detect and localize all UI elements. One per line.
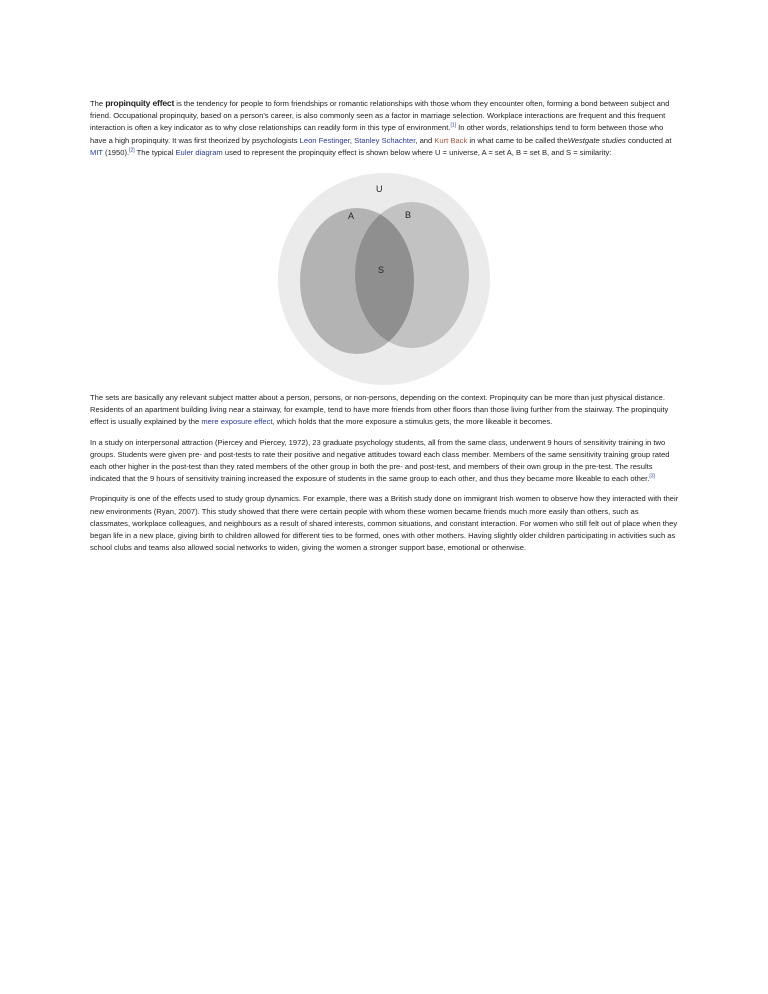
intro-text-1: is the tendency for people to form friendships or romantic relationships with those whom they encounter often, forming a bond between subject and friend. Occupational propinquity, based on a person's career, is also commonly seen as a factor in marriage selection. Workplace interactions are frequent and this frequent interaction is often a key indicator as to why close relationships can readily form in this type of environment. [90,99,670,133]
intro-text-3: , [349,135,355,145]
intro-text-7: (1950). [102,147,130,157]
study-text: In a study on interpersonal attraction (Piercey and Piercey, 1972), 23 graduate psychology students, all from the same class, underwent 9 hours of sensitivity training in two groups. Students were given pre- and post-tests to rate their positive and negative attitudes toward each class member. Members of the same sensitivity training group rated each other higher in the post-test than they rated members of the other group in both the pre- and post-test, and members of their own group in the pre-test. The results indicated that the 9 hours of sensitivity training increased the exposure of students in the same group to each other, and thus they became more likeable to each other. [90,437,670,484]
label-a: A [348,211,355,222]
intro-paragraph [90,97,680,159]
label-s: S [378,265,385,276]
euler-diagram [276,171,492,387]
sets-text-1: The sets are basically any relevant subject matter about a person, persons, or non-persons, depending on the context. Propinquity can be more than just physical distance. Residents of an apartment building living near a stairway, for example, tend to have more friends from other floors than those living further from the stairway. The propinquity effect is usually explained by the [90,393,669,427]
link-mere-exposure-effect[interactable]: mere exposure effect [201,417,273,427]
document-page [90,97,680,554]
intro-text-8: The typical [134,147,176,157]
link-leon-festinger[interactable]: Leon Festinger [299,135,350,145]
euler-diagram-figure [90,171,680,387]
sets-paragraph [90,392,680,429]
sets-text-2: , which holds that the more exposure a stimulus gets, the more likeable it becomes. [272,417,553,427]
groups-paragraph [90,493,680,554]
westgate-studies: Westgate studies [567,135,626,145]
link-stanley-schachter[interactable]: Stanley Schachter [354,135,416,145]
intro-lead: The [90,99,106,108]
reference-3[interactable]: [3] [649,473,655,480]
intro-text-2: In other words, relationships tend to form between those who have a high propinquity. It was first theorized by psychologists [90,123,664,145]
intro-text-9: used to represent the propinquity effect is shown below where U = universe, A = set A, B = set B, and S = similarity: [222,147,612,157]
groups-text: Propinquity is one of the effects used to study group dynamics. For example, there was a British study done on immigrant Irish women to observe how they interacted with their new environments (Ryan, 2007). This study showed that there were certain people with whom these women became friends much more easily than others, such as classmates, workplace colleagues, and neighbours as a result of shared interests, common situations, and constant interaction. For women who still felt out of place when they began life in a new place, giving birth to children allowed for different ties to be formed, ones with other mothers. Having slightly older children participating in activities such as school clubs and teams also allowed social networks to widen, giving the women a stronger support base, emotional or otherwise. [90,494,679,553]
link-mit[interactable]: MIT [90,147,103,157]
study-paragraph [90,437,680,486]
link-kurt-back[interactable]: Kurt Back [434,135,468,145]
label-b: B [405,210,412,221]
intro-text-4: , and [415,135,435,145]
label-u: U [376,184,383,195]
term-propinquity-effect: propinquity effect [105,98,175,108]
reference-1[interactable]: [1] [450,122,457,129]
reference-2[interactable]: [2] [129,147,135,154]
intro-text-5: in what came to be called the [467,135,568,145]
intro-text-6: conducted at [625,135,672,145]
link-euler-diagram[interactable]: Euler diagram [175,147,223,157]
